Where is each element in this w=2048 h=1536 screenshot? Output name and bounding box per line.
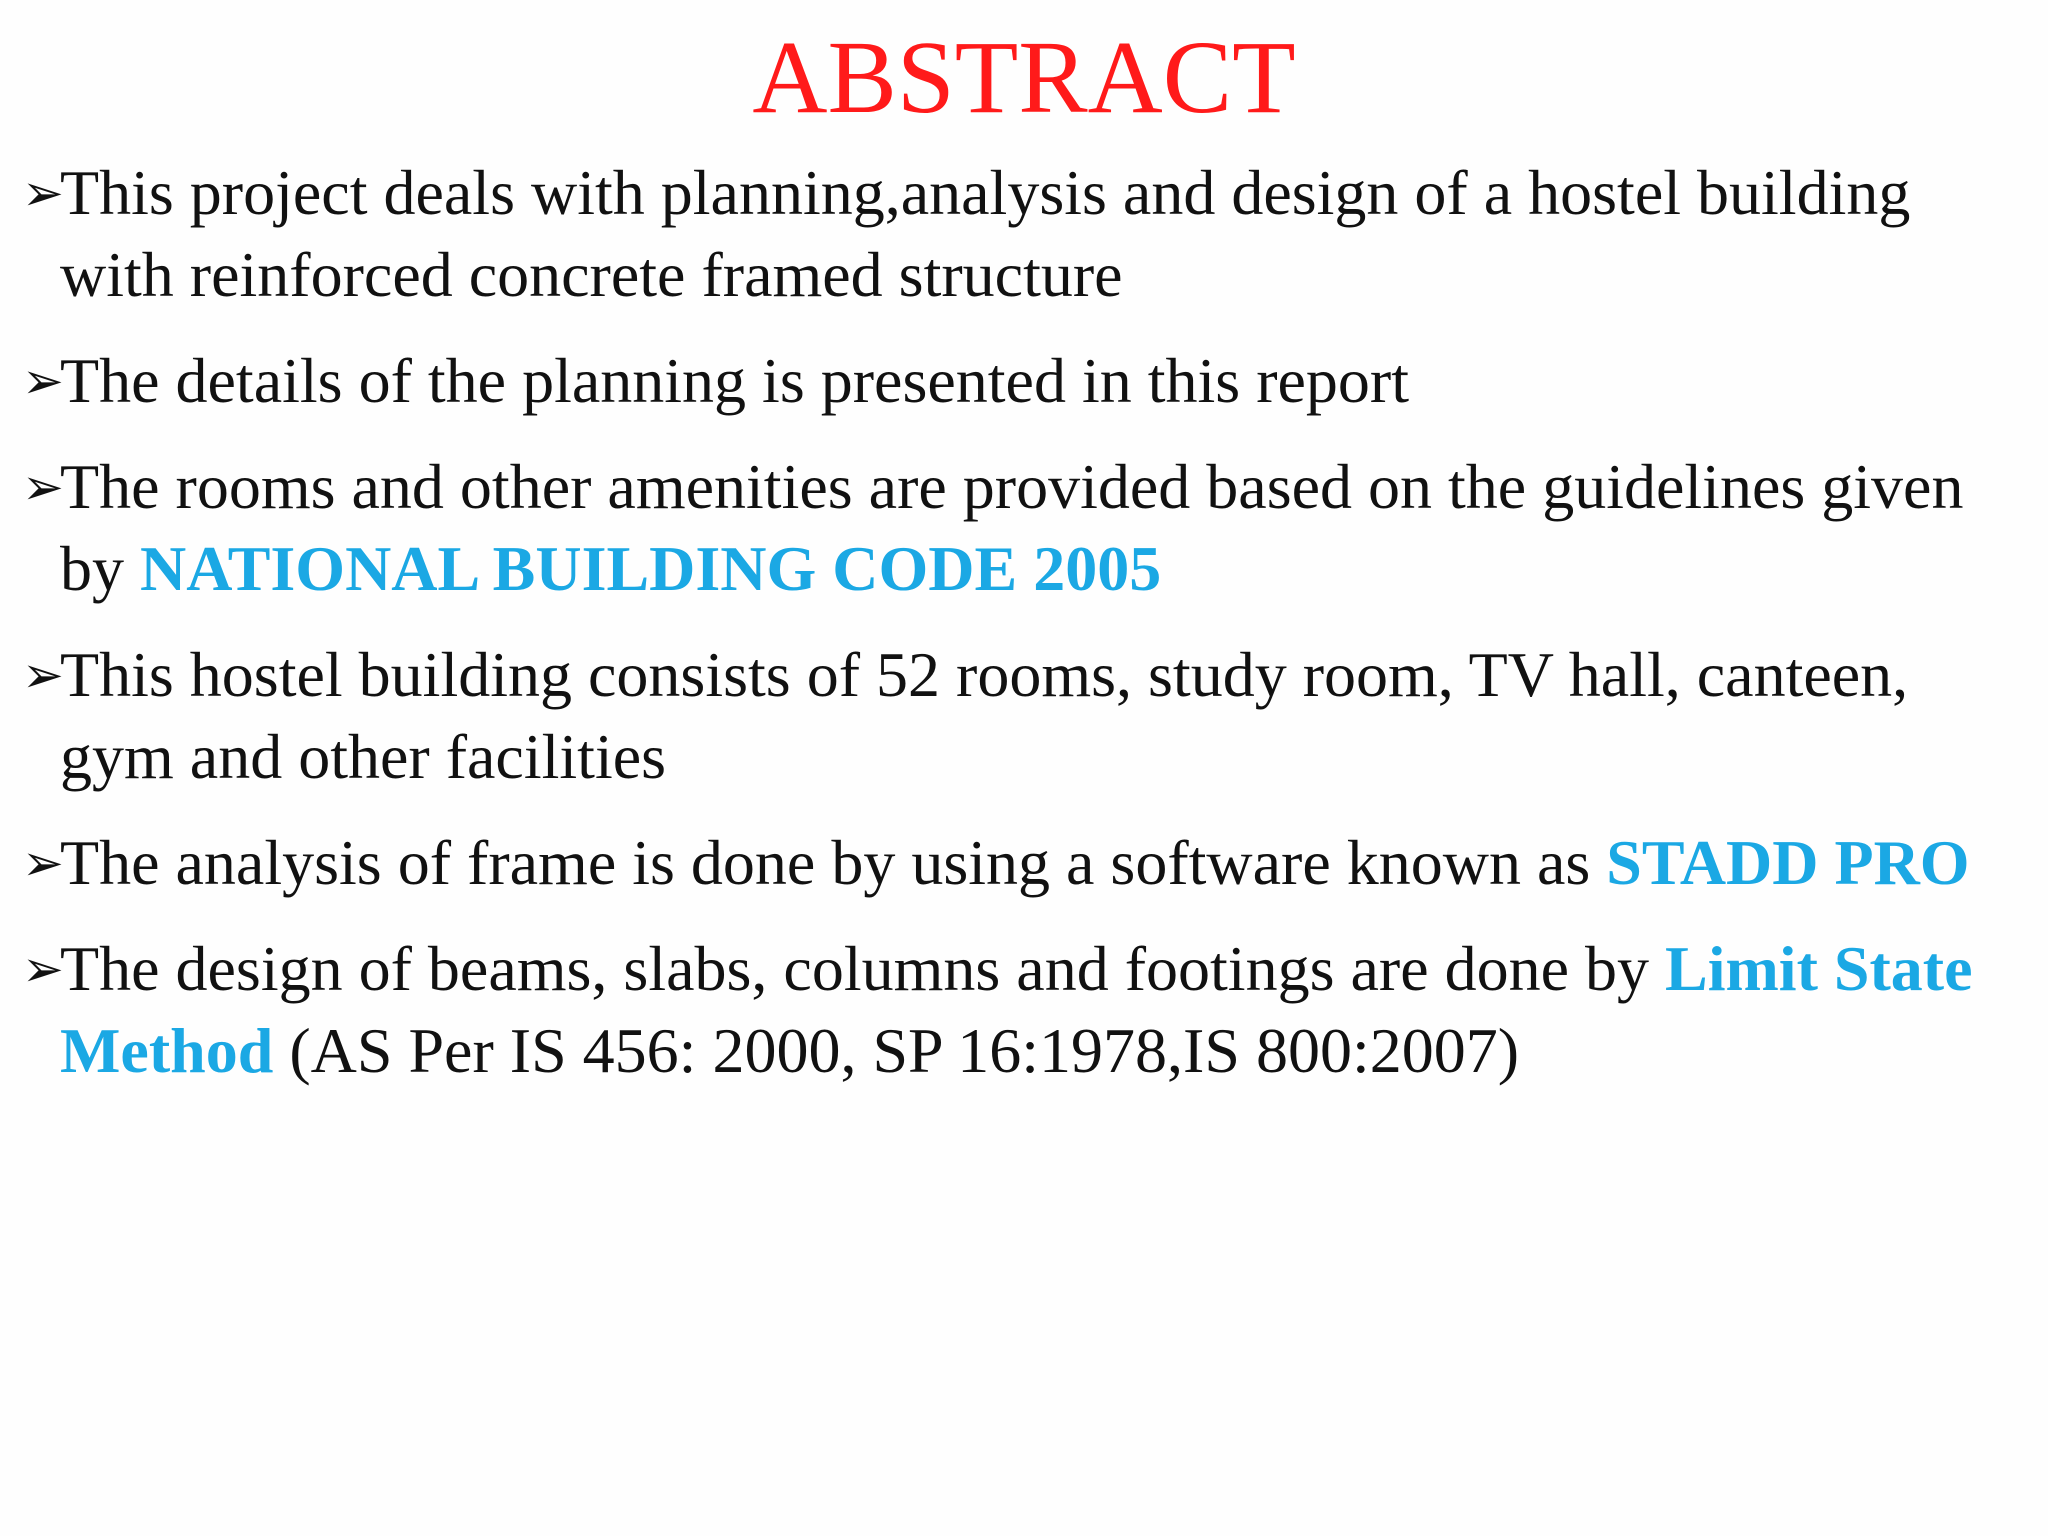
bullet-item bbox=[24, 446, 2024, 610]
bullet-item bbox=[24, 822, 2024, 904]
bullet-text: This project deals with planning,analysis and design of a hostel building with reinforced concrete framed structure bbox=[60, 157, 1911, 310]
bullet-list bbox=[24, 152, 2024, 1116]
bullet-item bbox=[24, 340, 2024, 422]
bullet-text: The design of beams, slabs, columns and footings are done by bbox=[60, 933, 1665, 1004]
bullet-text: The rooms and other amenities are provided based on the guidelines given by bbox=[60, 451, 1964, 604]
highlight-limit-state-method: Limit State Method bbox=[60, 933, 1973, 1086]
arrowhead-bullet-icon: ➢ bbox=[22, 646, 64, 704]
arrowhead-bullet-icon: ➢ bbox=[22, 834, 64, 892]
slide-title: ABSTRACT bbox=[752, 20, 1296, 135]
highlight-national-building-code: NATIONAL BUILDING CODE 2005 bbox=[140, 533, 1162, 604]
bullet-item bbox=[24, 152, 2024, 316]
bullet-text: This hostel building consists of 52 rooms, study room, TV hall, canteen, gym and other facilities bbox=[60, 639, 1909, 792]
bullet-item bbox=[24, 928, 2024, 1092]
bullet-text-suffix: (AS Per IS 456: 2000, SP 16:1978,IS 800:2007) bbox=[273, 1015, 1520, 1086]
arrowhead-bullet-icon: ➢ bbox=[22, 164, 64, 222]
bullet-text: The details of the planning is presented in this report bbox=[60, 345, 1409, 416]
highlight-stadd-pro: STADD PRO bbox=[1606, 827, 1970, 898]
bullet-item bbox=[24, 634, 2024, 798]
arrowhead-bullet-icon: ➢ bbox=[22, 458, 64, 516]
arrowhead-bullet-icon: ➢ bbox=[22, 940, 64, 998]
bullet-text: The analysis of frame is done by using a software known as bbox=[60, 827, 1607, 898]
arrowhead-bullet-icon: ➢ bbox=[22, 352, 64, 410]
